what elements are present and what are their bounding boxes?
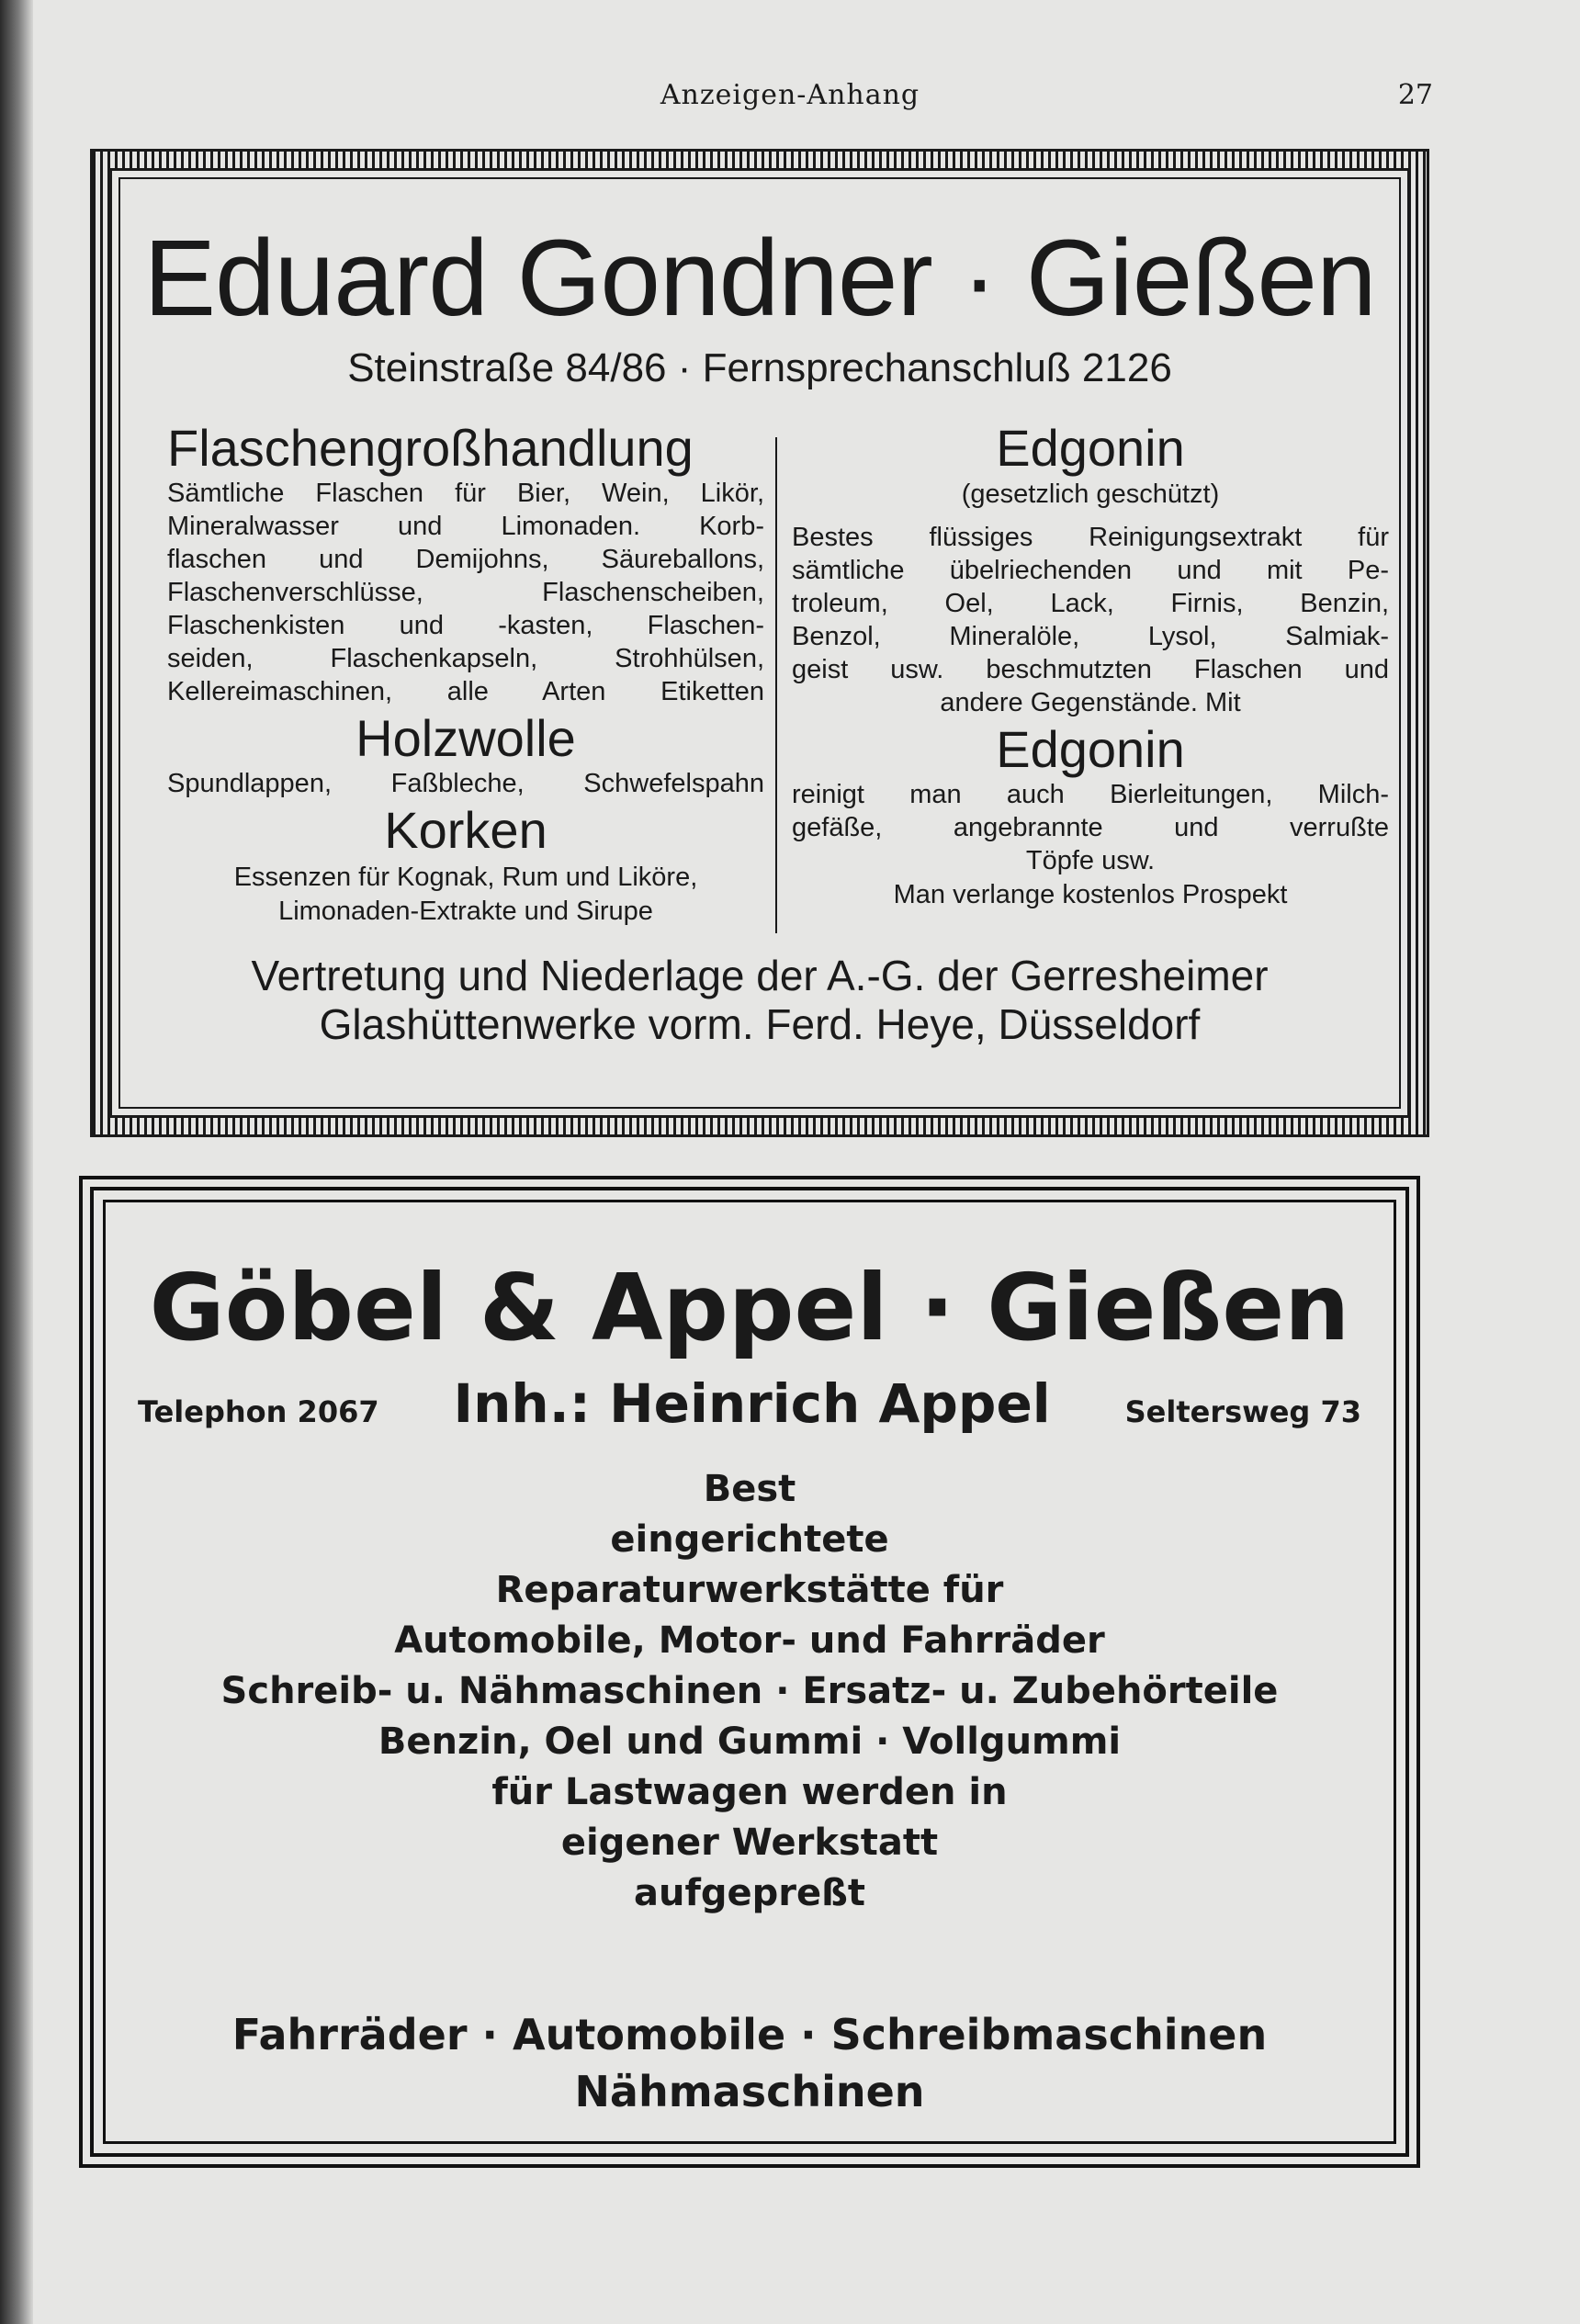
ad-gondner-left-column xyxy=(167,419,764,930)
body-line: Benzin, Oel und Gummi · Vollgummi xyxy=(378,1720,1122,1763)
footer-line: Glashüttenwerke vorm. Ferd. Heye, Düsseldorf xyxy=(319,999,1201,1048)
telephone-number: Telephon 2067 xyxy=(138,1394,379,1429)
running-header: Anzeigen-Anhang xyxy=(660,79,920,111)
paragraph-flaschen xyxy=(167,478,764,709)
text-line: geist usw. beschmutzten Flaschen und xyxy=(792,654,1389,684)
ad-gondner-inner-frame xyxy=(109,168,1410,1118)
text-line-spundlappen: Spundlappen, Faßbleche, Schwefelspahn xyxy=(167,769,764,799)
ad-goebel-footer xyxy=(83,2006,1416,2120)
text-line-prospekt: Man verlange kostenlos Prospekt xyxy=(893,880,1288,910)
text-line: Mineralwasser und Limonaden. Korb- xyxy=(167,512,764,542)
heading-holzwolle: Holzwolle xyxy=(356,709,576,768)
ad-gondner-title: Eduard Gondner · Gießen xyxy=(143,218,1376,339)
body-line: aufgepreßt xyxy=(633,1872,865,1914)
text-line: Flaschenverschlüsse, Flaschenscheiben, xyxy=(167,578,764,608)
street-address: Seltersweg 73 xyxy=(1124,1394,1361,1429)
body-line: Schreib- u. Nähmaschinen · Ersatz- u. Zubehörteile xyxy=(220,1670,1279,1712)
ad-gondner-address: Steinstraße 84/86 · Fernsprechanschluß 2126 xyxy=(347,345,1172,390)
ad-gondner-right-column xyxy=(792,419,1389,913)
heading-korken: Korken xyxy=(384,801,547,860)
heading-edgonin: Edgonin xyxy=(996,419,1185,477)
body-line: für Lastwagen werden in xyxy=(491,1771,1008,1813)
column-divider xyxy=(775,437,777,933)
text-line: Bestes flüssiges Reinigungsextrakt für xyxy=(792,523,1389,553)
text-line: andere Gegenstände. Mit xyxy=(940,687,1241,717)
heading-flaschengrosshandlung: Flaschengroßhandlung xyxy=(167,419,694,477)
text-line: Limonaden-Extrakte und Sirupe xyxy=(278,897,653,927)
page-number: 27 xyxy=(1397,79,1433,111)
advertisement-gondner xyxy=(90,149,1429,1137)
text-line: flaschen und Demijohns, Säureballons, xyxy=(167,545,764,575)
ad-goebel-contact-line xyxy=(138,1372,1361,1435)
text-line: Kellereimaschinen, alle Arten Etiketten xyxy=(167,677,764,707)
text-line: sämtliche übelriechenden und mit Pe- xyxy=(792,556,1389,586)
body-line: eigener Werkstatt xyxy=(560,1822,939,1864)
text-line: Töpfe usw. xyxy=(1025,846,1156,876)
text-line: Essenzen für Kognak, Rum und Liköre, xyxy=(233,862,698,892)
footer-line: Vertretung und Niederlage der A.-G. der Gerresheimer xyxy=(251,952,1269,999)
text-line: gefäße, angebrannte und verrußte xyxy=(792,813,1389,843)
text-line: Benzol, Mineralöle, Lysol, Salmiak- xyxy=(792,621,1389,651)
body-line: Best xyxy=(703,1468,796,1510)
text-line: seiden, Flaschenkapseln, Strohhülsen, xyxy=(167,644,764,674)
text-line: Flaschenkisten und -kasten, Flaschen- xyxy=(167,611,764,641)
spacer xyxy=(792,513,1389,522)
text-line: Sämtliche Flaschen für Bier, Wein, Likör, xyxy=(167,479,764,509)
body-line: Automobile, Motor- und Fahrräder xyxy=(394,1619,1105,1662)
footer-line: Nähmaschinen xyxy=(574,2067,925,2116)
ad-goebel-title: Göbel & Appel · Gießen xyxy=(149,1254,1350,1361)
subheading-geschuetzt: (gesetzlich geschützt) xyxy=(961,479,1220,510)
advertisement-goebel-appel xyxy=(79,1176,1420,2168)
heading-edgonin-2: Edgonin xyxy=(996,719,1185,778)
owner-name: Inh.: Heinrich Appel xyxy=(453,1372,1051,1435)
text-line: reinigt man auch Bierleitungen, Milch- xyxy=(792,780,1389,810)
text-line: troleum, Oel, Lack, Firnis, Benzin, xyxy=(792,588,1389,618)
footer-line: Fahrräder · Automobile · Schreibmaschinen xyxy=(231,2010,1268,2059)
ad-goebel-body xyxy=(83,1464,1416,1919)
body-line: Reparaturwerkstätte für xyxy=(495,1569,1004,1611)
body-line: eingerichtete xyxy=(610,1518,889,1561)
ad-gondner-footer xyxy=(112,952,1407,1049)
